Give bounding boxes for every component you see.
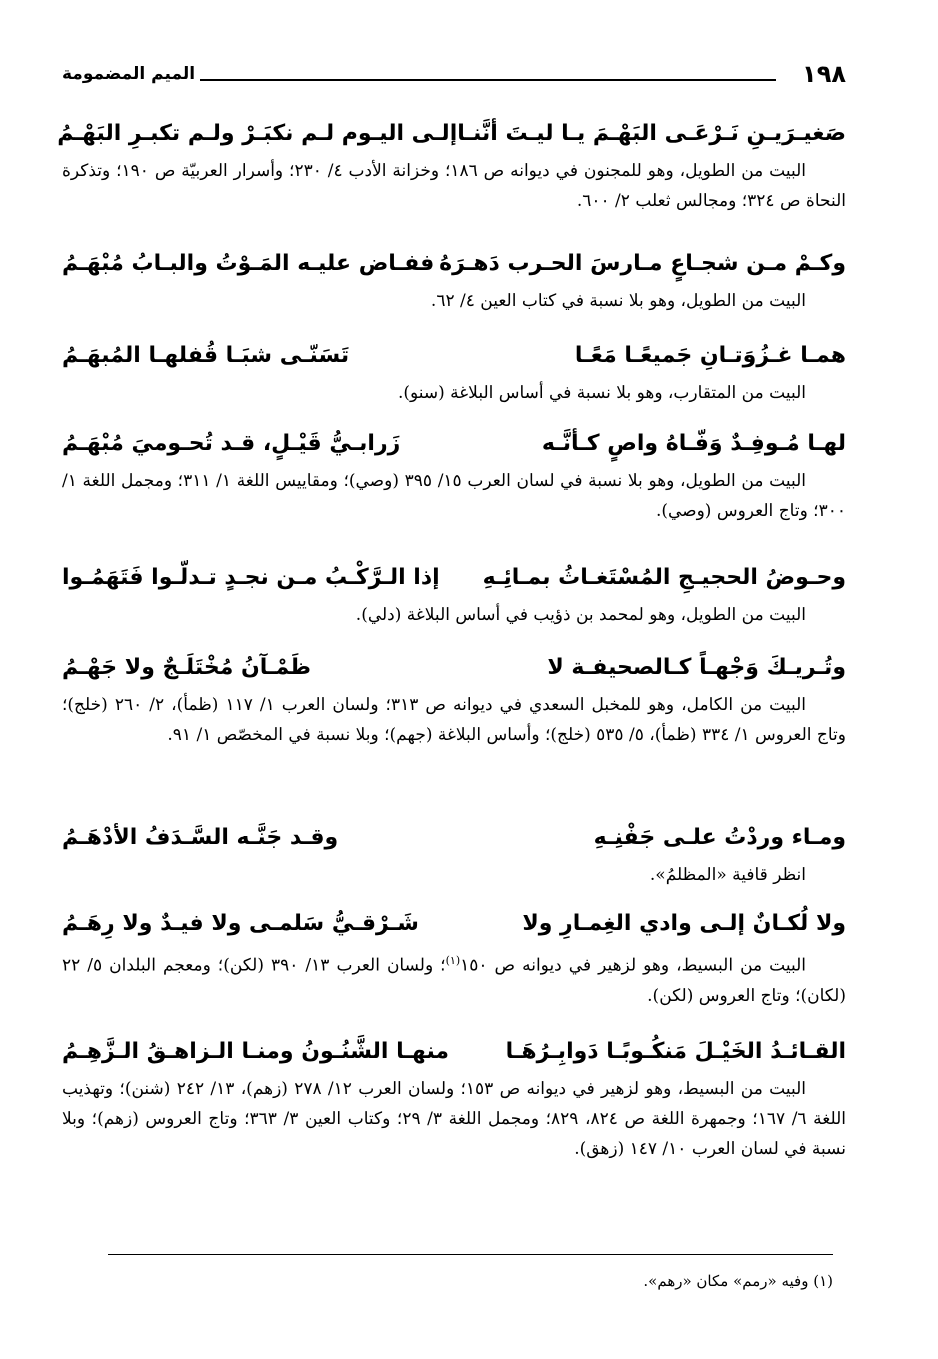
verse-first-hemistich: همـا غـزُوَتـانِ جَميعًـا مَعًـا [574, 343, 846, 368]
verse-second-hemistich: تَسَنّـى شبَـا قُفلهـا المُبهَـمُ [62, 343, 350, 368]
verse-note: انظر قافية «المظلمُ». [649, 865, 806, 885]
verse-entry [62, 560, 846, 630]
verse-line [62, 906, 846, 942]
verse-entry [57, 116, 846, 216]
verse-entry [62, 820, 846, 890]
verse-first-hemistich: وتُـريـكَ وَجْهـاً كـالصحيفـة لا [547, 655, 846, 680]
verse-second-hemistich: إلـى اليـوم لـم نكبَـرْ ولـم تكبـرِ البَهْـمُ [57, 121, 458, 146]
header-rule [200, 79, 776, 81]
verse-first-hemistich: ومـاء وردْتُ علـى جَفْنِـهِ [593, 825, 846, 850]
verse-line [62, 560, 846, 596]
verse-note: البيت من الطويل، وهو بلا نسبة في لسان العرب ١٥/ ٣٩٥ (وصي)؛ ومقاييس اللغة ١/ ٣١١؛ ومجمل اللغة ١/ ٣٠٠؛ وتاج العروس (وصي). [62, 471, 846, 521]
footnote-rule [108, 1254, 833, 1255]
verse-line [62, 820, 846, 856]
verse-first-hemistich: لهـا مُـوفِـدٌ وَفّـاهُ واصٍ كـأنَّـه [541, 431, 846, 456]
verse-line [62, 426, 846, 462]
footnote: (١) وفيه «رمم» مكان «رهم». [643, 1272, 833, 1290]
verse-line [62, 1034, 846, 1070]
verse-line [62, 338, 846, 374]
verse-second-hemistich: زَرابـيُّ قَيْـلٍ، قـد تُحـوميَ مُبْهَـمُ [62, 431, 401, 456]
verse-note [62, 946, 846, 1011]
verse-entry [62, 906, 846, 1011]
verse-first-hemistich: القـائـدُ الخَيْـلَ مَنكُـوبًـا دَوابِـرُهَـا [505, 1039, 846, 1064]
verse-first-hemistich: ولا لُكـانٌ إلـى وادي الغِمـارِ ولا [522, 911, 846, 936]
running-title: الميم المضمومة [62, 64, 196, 84]
verse-second-hemistich: شَـرْقـيُّ سَلمـى ولا فيـدٌ ولا رِهَـمُ [62, 911, 419, 936]
verse-note: البيت من الطويل، وهو للمجنون في ديوانه ص ١٨٦؛ وخزانة الأدب ٤/ ٢٣٠؛ وأسرار العربيّة ص ١٩٠؛ وتذكرة النحاة ص ٣٢٤؛ ومجالس ثعلب ٢/ ٦٠٠. [62, 161, 846, 211]
verse-second-hemistich: منهـا الشَّنُـونُ ومنـا الـزاهـقُ الـزَّهِـمُ [62, 1039, 450, 1064]
verse-entry [62, 650, 846, 750]
verse-note: البيت من البسيط، وهو لزهير في ديوانه ص ١٥٣؛ ولسان العرب ١٢/ ٢٧٨ (زهم)، ١٣/ ٢٤٢ (شنن)؛ وتهذيب اللغة ٦/ ١٦٧؛ وجمهرة اللغة ص ٨٢٤، ٨٢٩؛ ومجمل اللغة ٣/ ٢٩؛ وكتاب العين ٣/ ٣٦٣؛ وتاج العروس (زهم)؛ وبلا نسبة في لسان العرب ١٠/ ١٤٧ (زهق). [62, 1079, 846, 1159]
verse-note: البيت من الكامل، وهو للمخبل السعدي في ديوانه ص ٣١٣؛ ولسان العرب ١/ ١١٧ (ظمأ)، ٢/ ٢٦٠ (خلج)؛ وتاج العروس ١/ ٣٣٤ (ظمأ)، ٥/ ٥٣٥ (خلج)؛ وأساس البلاغة (جهم)؛ وبلا نسبة في المخصّص ١/ ٩١. [62, 695, 846, 745]
verse-note: البيت من الطويل، وهو بلا نسبة في كتاب العين ٤/ ٦٢. [430, 291, 806, 311]
verse-note: البيت من المتقارب، وهو بلا نسبة في أساس البلاغة (سنو). [397, 383, 806, 403]
verse-entry [62, 1034, 846, 1164]
verse-note: البيت من الطويل، وهو لمحمد بن ذؤيب في أساس البلاغة (دلي). [355, 605, 806, 625]
verse-entry [62, 338, 846, 408]
verse-note-text: البيت من البسيط، وهو لزهير في ديوانه ص ١٥٠ [460, 955, 806, 976]
verse-line [62, 650, 846, 686]
verse-first-hemistich: صَغيـرَيـنِ نَـرْعَـى البَهْـمَ يـا ليـتَ أنَّنـا [457, 121, 846, 146]
verse-entry [62, 246, 846, 316]
verse-second-hemistich: إذا الـرَّكْـبُ مـن نجـدٍ تـدلّـوا فَتَهَمُـوا [62, 565, 440, 590]
verse-note-text: ؛ ولسان العرب ١٣/ ٣٩٠ (لكن)؛ ومعجم البلدان ٥/ ٢٢ (لكان)؛ وتاج العروس (لكن). [62, 955, 846, 1006]
page-header [62, 62, 846, 92]
verse-second-hemistich: وقـد جَنَّـه السَّـدَفُ الأدْهَـمُ [62, 825, 339, 850]
verse-second-hemistich: ففـاض عليـه المَـوْتُ والبـابُ مُبْهَـمُ [62, 251, 435, 276]
page-number: ١٩٨ [802, 60, 846, 88]
verse-entry [62, 426, 846, 526]
verse-second-hemistich: ظَمْـآنُ مُخْتَلَـجٌ ولا جَهْـمُ [62, 655, 312, 680]
verse-line [62, 246, 846, 282]
verse-first-hemistich: وكـمْ مـن شجـاعٍ مـارسَ الحـرب دَهـرَهُ [439, 251, 846, 276]
footnote-marker[interactable]: (١) [445, 954, 461, 967]
verse-first-hemistich: وحـوضُ الحجيـجِ المُسْتَغـاثُ بمـائِـهِ [482, 565, 846, 590]
verse-line [57, 116, 846, 152]
